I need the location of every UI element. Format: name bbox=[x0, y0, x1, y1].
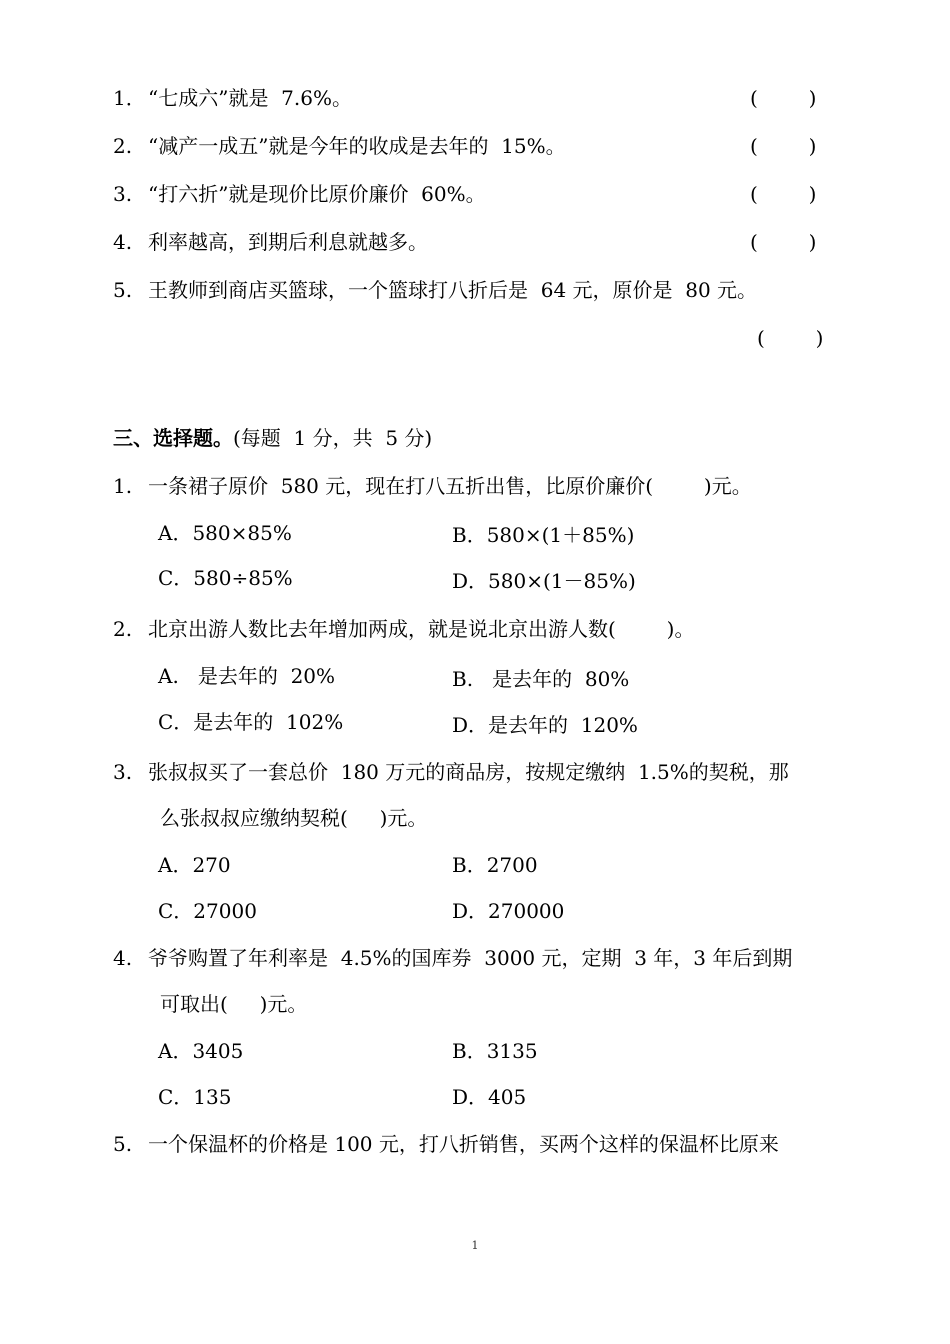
q5-text: 一个保温杯的价格是 100 元，打八折销售，买两个这样的保温杯比原来 bbox=[148, 1132, 779, 1156]
q1-option-d[interactable]: D．580×(1－85%) bbox=[452, 569, 636, 593]
q4-option-b[interactable]: B．3135 bbox=[452, 1039, 538, 1063]
q2-option-b[interactable]: B. 是去年的 80% bbox=[452, 667, 630, 691]
q2-number: 2. bbox=[113, 617, 133, 641]
q1-text: 一条裙子原价 580 元，现在打八五折出售，比原价廉价( )元。 bbox=[148, 474, 752, 498]
judge-1-answer-blank[interactable]: ( ) bbox=[750, 86, 817, 110]
section-title-bold: 三、选择题。 bbox=[113, 426, 233, 450]
q4-text-line2: 可取出( )元。 bbox=[160, 992, 308, 1016]
section-title bbox=[113, 426, 432, 450]
q3-option-a[interactable]: A．270 bbox=[158, 853, 231, 877]
judge-1-number: 1． bbox=[113, 86, 146, 110]
q3-text-line1: 张叔叔买了一套总价 180 万元的商品房，按规定缴纳 1.5%的契税，那 bbox=[148, 760, 789, 784]
judge-2-answer-blank[interactable]: ( ) bbox=[750, 134, 817, 158]
q3-option-c[interactable]: C．27000 bbox=[158, 899, 257, 923]
judge-5-text: 王教师到商店买篮球，一个篮球打八折后是 64 元，原价是 80 元。 bbox=[148, 278, 758, 302]
q4-option-a[interactable]: A．3405 bbox=[158, 1039, 244, 1063]
judge-1-text: “七成六”就是 7.6%。 bbox=[148, 86, 352, 110]
q4-option-d[interactable]: D．405 bbox=[452, 1085, 527, 1109]
q2-option-d[interactable]: D．是去年的 120% bbox=[452, 713, 638, 737]
q4-number: 4. bbox=[113, 946, 133, 970]
q2-option-c[interactable]: C．是去年的 102% bbox=[158, 710, 344, 734]
q3-option-d[interactable]: D．270000 bbox=[452, 899, 565, 923]
judge-3-number: 3. bbox=[113, 182, 133, 206]
q1-option-a[interactable]: A．580×85% bbox=[158, 521, 292, 545]
judge-4-text: 利率越高，到期后利息就越多。 bbox=[148, 230, 428, 254]
q3-number: 3. bbox=[113, 760, 133, 784]
q4-option-c[interactable]: C．135 bbox=[158, 1085, 232, 1109]
section-title-points: (每题 1 分，共 5 分) bbox=[233, 426, 433, 450]
q2-text: 北京出游人数比去年增加两成，就是说北京出游人数( )。 bbox=[148, 617, 695, 641]
q1-option-b[interactable]: B．580×(1＋85%) bbox=[452, 523, 635, 547]
judge-5-answer-blank[interactable]: ( ) bbox=[757, 326, 824, 350]
judge-2-text: “减产一成五”就是今年的收成是去年的 15%。 bbox=[148, 134, 566, 158]
judge-4-answer-blank[interactable]: ( ) bbox=[750, 230, 817, 254]
q4-text-line1: 爷爷购置了年利率是 4.5%的国库券 3000 元，定期 3 年，3 年后到期 bbox=[148, 946, 793, 970]
judge-5-number: 5. bbox=[113, 278, 133, 302]
q1-number: 1. bbox=[113, 474, 133, 498]
q3-text-line2: 么张叔叔应缴纳契税( )元。 bbox=[160, 806, 428, 830]
judge-4-number: 4. bbox=[113, 230, 133, 254]
page-number: 1 bbox=[471, 1239, 479, 1252]
judge-3-text: “打六折”就是现价比原价廉价 60%。 bbox=[148, 182, 486, 206]
judge-2-number: 2. bbox=[113, 134, 133, 158]
q3-option-b[interactable]: B．2700 bbox=[452, 853, 538, 877]
q5-number: 5. bbox=[113, 1132, 133, 1156]
q1-option-c[interactable]: C．580÷85% bbox=[158, 566, 293, 590]
q2-option-a[interactable]: A. 是去年的 20% bbox=[158, 664, 336, 688]
judge-3-answer-blank[interactable]: ( ) bbox=[750, 182, 817, 206]
